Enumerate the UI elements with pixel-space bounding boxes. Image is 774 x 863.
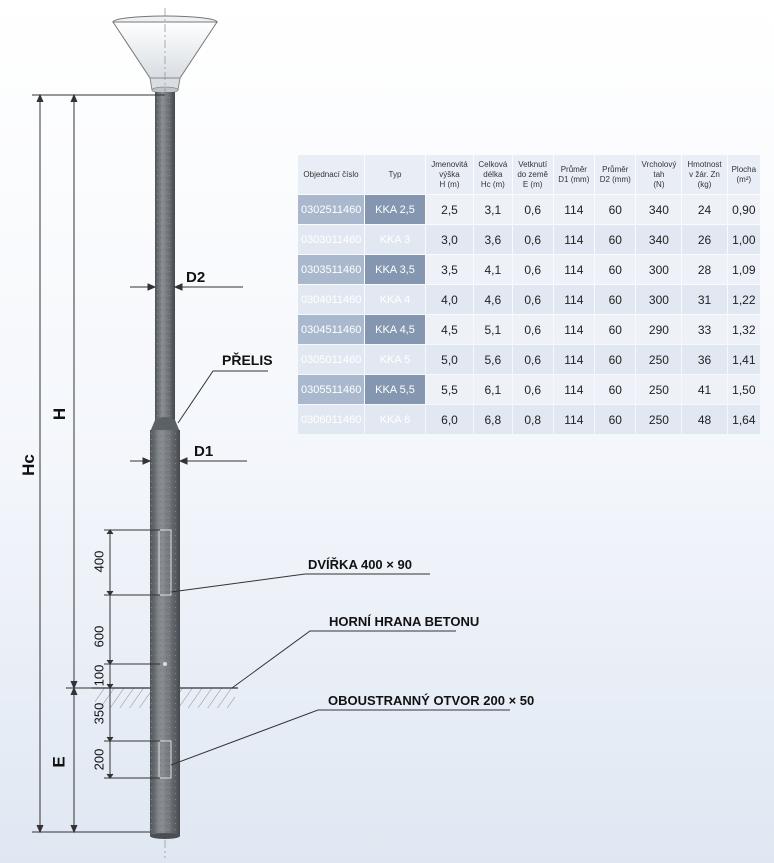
spec-table-header-row	[298, 155, 760, 194]
table-cell: 1,00	[728, 225, 760, 254]
table-cell: 31	[682, 285, 726, 314]
table-row	[298, 405, 760, 434]
cell-type: KKA 5	[365, 345, 425, 374]
table-cell: 300	[636, 255, 681, 284]
table-cell: 340	[636, 225, 681, 254]
cell-type: KKA 5,5	[365, 375, 425, 404]
header-area: Plocha (m²)	[728, 155, 760, 194]
table-cell: 36	[682, 345, 726, 374]
table-row	[298, 195, 760, 224]
table-cell: 0,6	[513, 375, 553, 404]
cell-type: KKA 4,5	[365, 315, 425, 344]
table-cell: 340	[636, 195, 681, 224]
hc-label: Hc	[18, 454, 38, 476]
cell-type: KKA 6	[365, 405, 425, 434]
table-cell: 1,64	[728, 405, 760, 434]
header-diameter-d1: Průměr D1 (mm)	[554, 155, 594, 194]
table-cell: 114	[554, 255, 594, 284]
door-callout: DVÍŘKA 400 × 90	[308, 557, 412, 572]
table-row	[298, 345, 760, 374]
table-cell: 114	[554, 195, 594, 224]
table-cell: 0,6	[513, 285, 553, 314]
header-diameter-d2: Průměr D2 (mm)	[595, 155, 635, 194]
table-cell: 0,6	[513, 225, 553, 254]
table-cell: 114	[554, 285, 594, 314]
concrete-edge-callout: HORNÍ HRANA BETONU	[329, 614, 480, 629]
table-cell: 28	[682, 255, 726, 284]
e-label: E	[49, 756, 69, 768]
table-cell: 250	[636, 375, 681, 404]
table-cell: 1,41	[728, 345, 760, 374]
table-cell: 4,1	[474, 255, 512, 284]
cell-order-number: 0302511460	[298, 195, 364, 224]
table-cell: 6,0	[426, 405, 473, 434]
table-cell: 114	[554, 375, 594, 404]
table-cell: 4,5	[426, 315, 473, 344]
table-cell: 4,6	[474, 285, 512, 314]
table-cell: 60	[595, 315, 635, 344]
table-cell: 5,1	[474, 315, 512, 344]
table-cell: 60	[595, 375, 635, 404]
table-cell: 60	[595, 255, 635, 284]
cell-order-number: 0304011460	[298, 285, 364, 314]
prelis-label: PŘELIS	[222, 352, 273, 368]
header-top-load: Vrcholový tah (N)	[636, 155, 681, 194]
header-embedding: Vetknutí do země E (m)	[513, 155, 553, 194]
table-cell: 2,5	[426, 195, 473, 224]
table-cell: 60	[595, 285, 635, 314]
d1-label: D1	[194, 443, 214, 460]
cell-order-number: 0305511460	[298, 375, 364, 404]
table-cell: 114	[554, 345, 594, 374]
table-cell: 60	[595, 225, 635, 254]
pole-collar	[150, 417, 180, 432]
table-cell: 0,6	[513, 195, 553, 224]
table-cell: 1,32	[728, 315, 760, 344]
table-row	[298, 315, 760, 344]
cell-type: KKA 2,5	[365, 195, 425, 224]
dim-600: 600	[91, 625, 107, 648]
table-cell: 114	[554, 225, 594, 254]
cell-order-number: 0306011460	[298, 405, 364, 434]
table-cell: 290	[636, 315, 681, 344]
opening-callout: OBOUSTRANNÝ OTVOR 200 × 50	[328, 693, 535, 708]
h-label: H	[50, 407, 70, 421]
table-cell: 5,5	[426, 375, 473, 404]
table-cell: 33	[682, 315, 726, 344]
table-row	[298, 285, 760, 314]
table-cell: 1,22	[728, 285, 760, 314]
table-cell: 0,6	[513, 345, 553, 374]
cell-order-number: 0305011460	[298, 345, 364, 374]
table-row	[298, 375, 760, 404]
table-cell: 3,0	[426, 225, 473, 254]
table-cell: 0,6	[513, 255, 553, 284]
table-row	[298, 255, 760, 284]
table-cell: 3,1	[474, 195, 512, 224]
dim-400: 400	[91, 550, 107, 573]
table-cell: 5,0	[426, 345, 473, 374]
spec-table	[297, 154, 761, 435]
table-cell: 24	[682, 195, 726, 224]
e-dimension-line	[71, 688, 77, 832]
table-cell: 114	[554, 315, 594, 344]
table-cell: 300	[636, 285, 681, 314]
table-cell: 3,6	[474, 225, 512, 254]
header-total-length: Celková délka Hc (m)	[474, 155, 512, 194]
table-cell: 41	[682, 375, 726, 404]
dim-200: 200	[91, 748, 107, 771]
header-type: Typ	[365, 155, 425, 194]
d1-dimension-line	[130, 458, 247, 464]
d2-label: D2	[186, 269, 206, 286]
dim-100: 100	[91, 664, 107, 687]
table-cell: 3,5	[426, 255, 473, 284]
dim-350: 350	[91, 702, 107, 725]
table-cell: 60	[595, 195, 635, 224]
table-row	[298, 225, 760, 254]
cell-type: KKA 4	[365, 285, 425, 314]
table-cell: 48	[682, 405, 726, 434]
h-dimension-line	[66, 95, 92, 688]
header-nominal-height: Jmenovitá výška H (m)	[426, 155, 473, 194]
table-cell: 5,6	[474, 345, 512, 374]
table-cell: 250	[636, 405, 681, 434]
cell-order-number: 0303011460	[298, 225, 364, 254]
spec-table-body	[298, 195, 760, 434]
table-cell: 4,0	[426, 285, 473, 314]
header-weight: Hmotnost v žár. Zn (kg)	[682, 155, 726, 194]
table-cell: 0,6	[513, 315, 553, 344]
table-cell: 26	[682, 225, 726, 254]
table-cell: 60	[595, 345, 635, 374]
table-cell: 114	[554, 405, 594, 434]
table-cell: 250	[636, 345, 681, 374]
table-cell: 1,09	[728, 255, 760, 284]
table-cell: 0,90	[728, 195, 760, 224]
table-cell: 60	[595, 405, 635, 434]
cell-type: KKA 3,5	[365, 255, 425, 284]
table-cell: 0,8	[513, 405, 553, 434]
table-cell: 6,8	[474, 405, 512, 434]
table-cell: 6,1	[474, 375, 512, 404]
header-order-number: Objednací číslo	[298, 155, 364, 194]
cell-order-number: 0304511460	[298, 315, 364, 344]
table-cell: 1,50	[728, 375, 760, 404]
cell-type: KKA 3	[365, 225, 425, 254]
cell-order-number: 0303511460	[298, 255, 364, 284]
